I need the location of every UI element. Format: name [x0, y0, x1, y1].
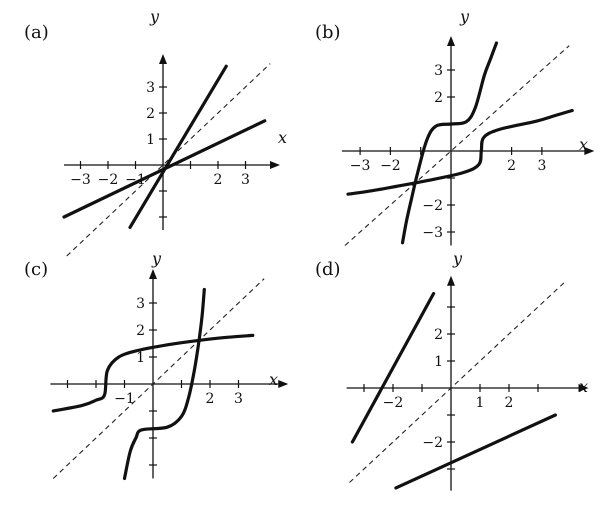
- y-tick-label: 1: [136, 350, 145, 366]
- panel-0: [24, 7, 287, 256]
- y-axis-arrow: [447, 36, 455, 46]
- x-axis-name: x: [269, 370, 279, 389]
- x-tick-label: −3: [349, 158, 371, 174]
- x-tick-label: 1: [475, 395, 485, 411]
- x-tick-label: −2: [97, 172, 119, 188]
- series-curve-2: [396, 415, 556, 488]
- x-axis-arrow: [278, 380, 288, 388]
- x-tick-label: −1: [114, 391, 135, 407]
- x-tick-label: 2: [504, 395, 514, 411]
- y-axis-arrow: [159, 54, 167, 64]
- panel-label: (d): [315, 259, 341, 280]
- x-tick-label: 3: [241, 172, 250, 188]
- x-axis-name: x: [278, 128, 288, 147]
- panel-label: (a): [24, 22, 49, 43]
- y-tick-label: −2: [422, 198, 443, 214]
- y-axis-name: y: [460, 7, 470, 26]
- x-axis-name: x: [579, 377, 589, 396]
- y-axis-name: y: [453, 249, 463, 268]
- x-tick-label: −2: [382, 395, 404, 411]
- x-tick-label: −1: [125, 172, 146, 188]
- x-axis-arrow: [270, 161, 280, 169]
- x-tick-label: −2: [380, 158, 401, 174]
- y-tick-label: 1: [434, 354, 443, 370]
- x-tick-label: 2: [205, 391, 215, 407]
- panel-3: [315, 249, 589, 491]
- y-axis-name: y: [152, 249, 162, 268]
- series-curve-2: [64, 121, 265, 217]
- reference-line-dashed: [53, 279, 264, 479]
- y-tick-label: 3: [146, 80, 155, 96]
- y-tick-label: −3: [422, 225, 443, 241]
- y-tick-label: 3: [136, 296, 145, 312]
- y-axis-arrow: [149, 269, 157, 279]
- panel-label: (c): [24, 259, 49, 280]
- reference-line-dashed: [350, 283, 565, 483]
- x-tick-label: 3: [234, 391, 243, 407]
- panel-label: (b): [315, 22, 341, 43]
- x-tick-label: 3: [537, 158, 547, 174]
- series-curve-1: [352, 294, 433, 443]
- y-tick-label: −2: [422, 435, 443, 451]
- x-tick-label: 2: [507, 158, 517, 174]
- y-tick-label: 2: [146, 106, 155, 122]
- y-tick-label: 2: [136, 323, 145, 339]
- x-axis-name: x: [579, 135, 589, 154]
- reference-line-dashed: [345, 46, 569, 246]
- x-tick-label: −3: [70, 172, 91, 188]
- panel-1: [315, 7, 594, 246]
- y-axis-name: y: [150, 7, 160, 26]
- y-axis-arrow: [447, 276, 455, 286]
- panel-2: [24, 249, 288, 479]
- x-tick-label: 2: [213, 172, 223, 188]
- y-tick-label: 1: [146, 132, 155, 148]
- y-tick-label: 2: [434, 90, 443, 106]
- y-tick-label: 3: [434, 63, 443, 79]
- y-tick-label: 2: [434, 327, 443, 343]
